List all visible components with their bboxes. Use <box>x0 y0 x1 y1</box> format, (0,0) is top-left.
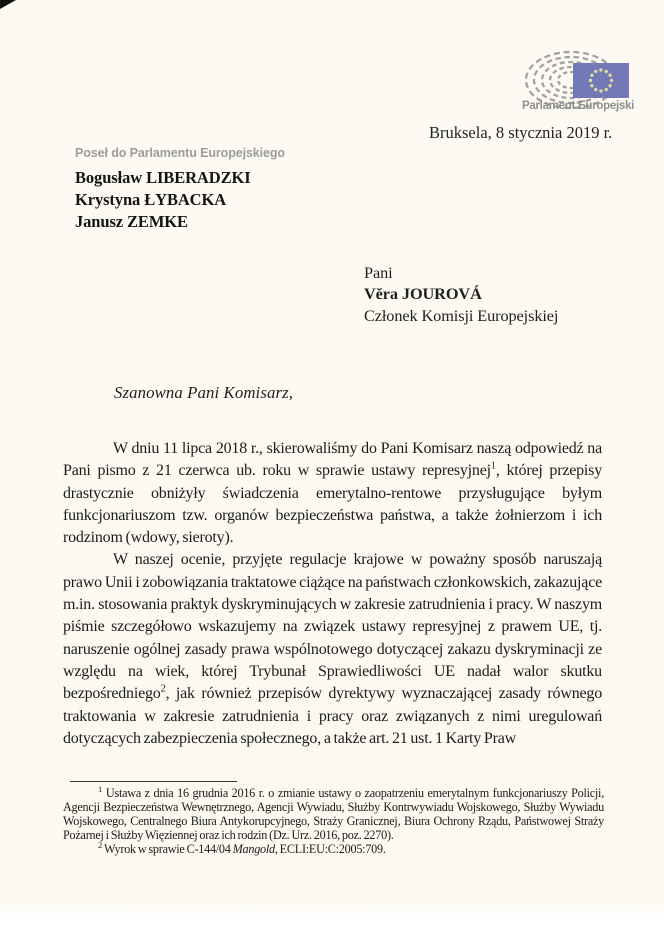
recipient-salutation: Pani <box>364 263 393 282</box>
body-paragraph-2 <box>63 549 602 750</box>
footnote-2 <box>63 842 604 856</box>
scan-corner-artifact <box>0 0 16 9</box>
footnote-ref-2: 2 <box>160 683 166 695</box>
sender-name: Krystyna ŁYBACKA <box>75 189 227 209</box>
recipient-block <box>364 262 558 326</box>
footnote-1 <box>63 783 604 843</box>
letter-greeting: Szanowna Pani Komisarz, <box>114 383 293 402</box>
footnote-marker-2: 2 <box>98 840 103 851</box>
letter-date: Bruksela, 8 stycznia 2019 r. <box>429 123 613 142</box>
recipient-name: Věra JOUROVÁ <box>364 284 482 304</box>
footnote-text: , ECLI:EU:C:2005:709. <box>274 842 386 857</box>
footnote-marker-1: 1 <box>98 783 103 794</box>
paragraph-text: , jak również przepisów dyrektywy wyznaczającej zasady równego traktowania w zakresie zatrudnienia i pracy oraz związanych z nimi uregulowań dotyczących zabezpieczenia społecznego, a także art. 21 ust. 1 Karty Praw <box>63 685 602 747</box>
logo-caption: Parlament Europejski <box>521 98 635 112</box>
footnotes-block <box>63 783 604 857</box>
footnote-text: Ustawa z dnia 16 grudnia 2016 r. o zmianie ustawy o zaopatrzeniu emerytalnym funkcjonariuszy Policji, Agencji Bezpieczeństwa Wewnętrznego, Agencji Wywiadu, Służby Kontrwywiadu Wojskowego, Służby Wywiadu Wojskowego, Centralnego Biura Antykorupcyjnego, Straży Granicznej, Biura Ochrony Rządu, Państwowej Straży Pożarnej i Służby Więziennej oraz ich rodzin (Dz. Urz. 2016, poz. 2270). <box>63 786 604 843</box>
footnote-ref-1: 1 <box>490 460 496 472</box>
footnote-separator-rule <box>70 781 237 782</box>
eu-flag-icon <box>573 63 629 98</box>
paragraph-text: W naszej ocenie, przyjęte regulacje krajowe w poważny sposób naruszają prawo Unii i zobowiązania traktatowe ciążące na państwach członkowskich, zakazujące m.in. stosowania praktyk dyskryminujących w zakresie zatrudnienia i pracy. W naszym piśmie szczegółowo wskazujemy na związek ustawy represyjnej z prawem UE, tj. naruszenie ogólnej zasady prawa wspólnotowego dotyczącej zakazu dyskryminacji ze względu na wiek, której Trybunał Sprawiedliwości UE nadał walor skutku bezpośredniego <box>63 551 602 703</box>
case-name: Mangold <box>232 842 275 857</box>
sender-role: Poseł do Parlamentu Europejskiego <box>75 146 285 160</box>
paragraph-text: W dniu 11 lipca 2018 r., skierowaliśmy do Pani Komisarz naszą odpowiedź na Pani pismo z 21 czerwca ub. roku w sprawie ustawy represyjnej <box>63 440 602 480</box>
paragraph-text: , której przepisy drastycznie obniżyły świadczenia emerytalno-rentowe przysługujące byłym funkcjonariuszom tzw. organów bezpieczeństwa państwa, a także żołnierzom i ich rodzinom (wdowy, sieroty). <box>63 462 603 547</box>
sender-name: Bogusław LIBERADZKI <box>75 168 251 187</box>
recipient-title: Członek Komisji Europejskiej <box>364 305 559 325</box>
sender-name: Janusz ZEMKE <box>75 211 188 231</box>
footnote-text: Wyrok w sprawie C-144/04 <box>102 842 233 857</box>
letter-body <box>63 438 602 750</box>
sender-names <box>75 167 251 232</box>
body-paragraph-1 <box>63 438 602 549</box>
